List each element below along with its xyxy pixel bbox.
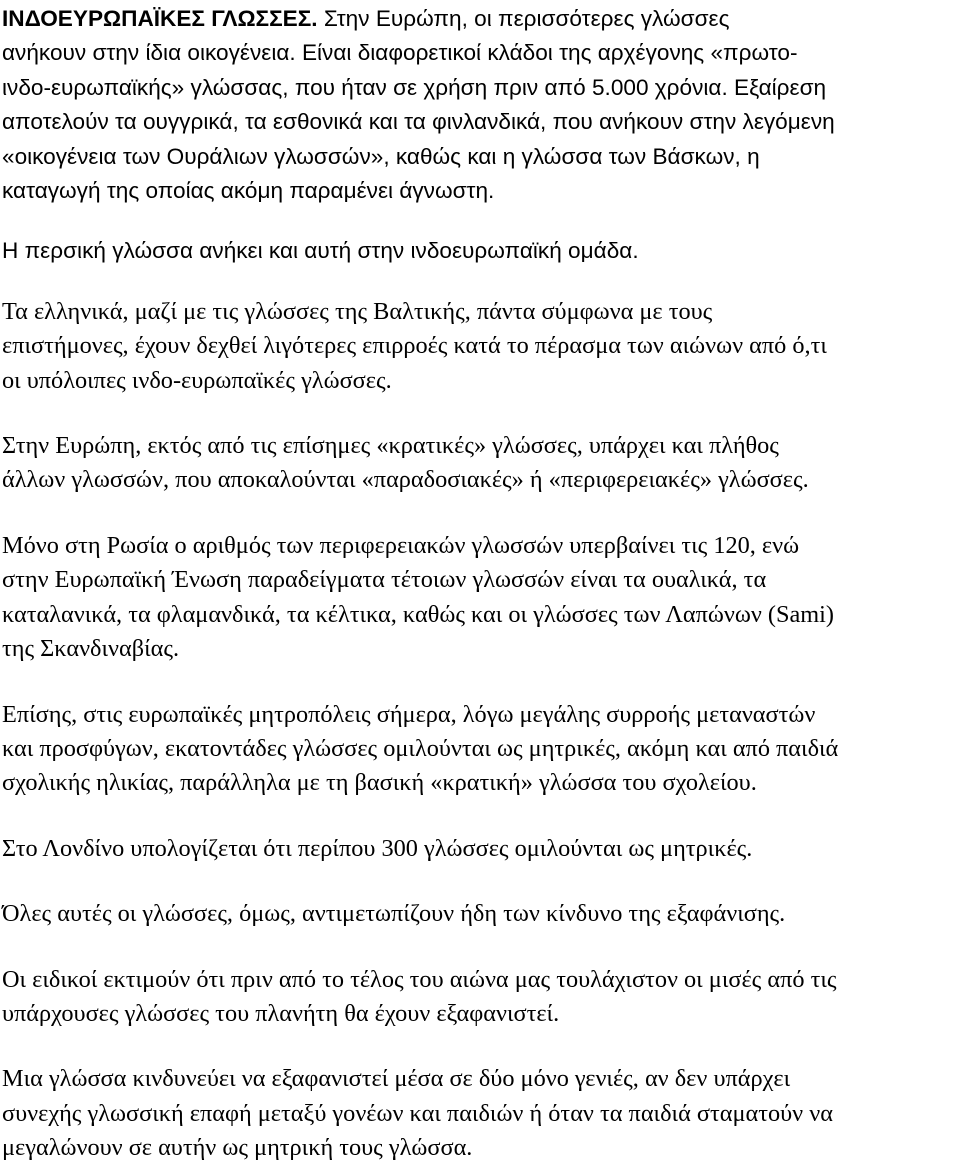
paragraph-3-line-3: οι υπόλοιπες ινδο-ευρωπαϊκές γλώσσες. [2, 366, 392, 394]
paragraph-1-line-1-text: Στην Ευρώπη, οι περισσότερες γλώσσες [317, 6, 730, 31]
paragraph-2-line-1: Η περσική γλώσσα ανήκει και αυτή στην ινδοευρωπαϊκή ομάδα. [2, 238, 639, 264]
paragraph-5-line-4: της Σκανδιναβίας. [2, 635, 180, 663]
paragraph-3-line-1: Τα ελληνικά, μαζί με τις γλώσσες της Βαλτικής, πάντα σύμφωνα με τους [2, 297, 713, 325]
paragraph-1-line-4: αποτελούν τα ουγγρικά, τα εσθονικά και τα φινλανδικά, που ανήκουν στην λεγόμενη [2, 109, 835, 135]
paragraph-9-line-1: Οι ειδικοί εκτιμούν ότι πριν από το τέλος του αιώνα μας τουλάχιστον οι μισές από τις [2, 965, 837, 993]
paragraph-8 [2, 897, 958, 931]
paragraph-10-line-3: μεγαλώνουν σε αυτήν ως μητρική τους γλώσσα. [2, 1134, 473, 1162]
paragraph-5-line-3: καταλανικά, τα φλαμανδικά, τα κέλτικα, καθώς και οι γλώσσες των Λαπώνων (Sami) [2, 600, 835, 628]
paragraph-9-line-2: υπάρχουσες γλώσσες του πλανήτη θα έχουν εξαφανιστεί. [2, 999, 560, 1027]
paragraph-4 [2, 429, 958, 498]
paragraph-6-line-1: Επίσης, στις ευρωπαϊκές μητροπόλεις σήμερα, λόγω μεγάλης συρροής μεταναστών [2, 700, 816, 728]
paragraph-10 [2, 1062, 958, 1165]
paragraph-3-line-2: επιστήμονες, έχουν δεχθεί λιγότερες επιρροές κατά το πέρασμα των αιώνων από ό,τι [2, 332, 827, 360]
paragraph-7-line-1: Στο Λονδίνο υπολογίζεται ότι περίπου 300 γλώσσες ομιλούνται ως μητρικές. [2, 834, 753, 862]
paragraph-1-line-1 [2, 2, 958, 36]
paragraph-2 [2, 234, 958, 268]
paragraph-6 [2, 698, 958, 801]
paragraph-1-line-5: «οικογένεια των Ουράλιων γλωσσών», καθώς και η γλώσσα των Βάσκων, η [2, 143, 760, 169]
paragraph-10-line-2: συνεχής γλωσσική επαφή μεταξύ γονέων και παιδιών ή όταν τα παιδιά σταματούν να [2, 1099, 833, 1127]
paragraph-1-line-2: ανήκουν στην ίδια οικογένεια. Είναι διαφορετικοί κλάδοι της αρχέγονης «πρωτο- [2, 40, 798, 66]
paragraph-4-line-2: άλλων γλωσσών, που αποκαλούνται «παραδοσιακές» ή «περιφερειακές» γλώσσες. [2, 466, 809, 494]
paragraph-7 [2, 832, 958, 866]
paragraph-8-line-1: Όλες αυτές οι γλώσσες, όμως, αντιμετωπίζουν ήδη των κίνδυνο της εξαφάνισης. [2, 900, 786, 928]
paragraph-3 [2, 295, 958, 398]
paragraph-5-line-2: στην Ευρωπαϊκή Ένωση παραδείγματα τέτοιων γλωσσών είναι τα ουαλικά, τα [2, 566, 767, 594]
paragraph-5 [2, 529, 958, 667]
paragraph-4-line-1: Στην Ευρώπη, εκτός από τις επίσημες «κρατικές» γλώσσες, υπάρχει και πλήθος [2, 432, 779, 460]
document-page [2, 0, 958, 1166]
paragraph-1 [2, 2, 958, 208]
paragraph-6-line-3: σχολικής ηλικίας, παράλληλα με τη βασική «κρατική» γλώσσα του σχολείου. [2, 769, 757, 797]
paragraph-9 [2, 963, 958, 1032]
paragraph-6-line-2: και προσφύγων, εκατοντάδες γλώσσες ομιλούνται ως μητρικές, ακόμη και από παιδιά [2, 734, 839, 762]
paragraph-5-line-1: Μόνο στη Ρωσία ο αριθμός των περιφερειακών γλωσσών υπερβαίνει τις 120, ενώ [2, 531, 800, 559]
paragraph-1-line-6: καταγωγή της οποίας ακόμη παραμένει άγνωστη. [2, 178, 495, 204]
section-heading: ΙΝΔΟΕΥΡΩΠΑΪΚΕΣ ΓΛΩΣΣΕΣ. [2, 6, 318, 31]
paragraph-10-line-1: Μια γλώσσα κινδυνεύει να εξαφανιστεί μέσα σε δύο μόνο γενιές, αν δεν υπάρχει [2, 1065, 791, 1093]
paragraph-1-line-3: ινδο-ευρωπαϊκής» γλώσσας, που ήταν σε χρήση πριν από 5.000 χρόνια. Εξαίρεση [2, 74, 827, 100]
